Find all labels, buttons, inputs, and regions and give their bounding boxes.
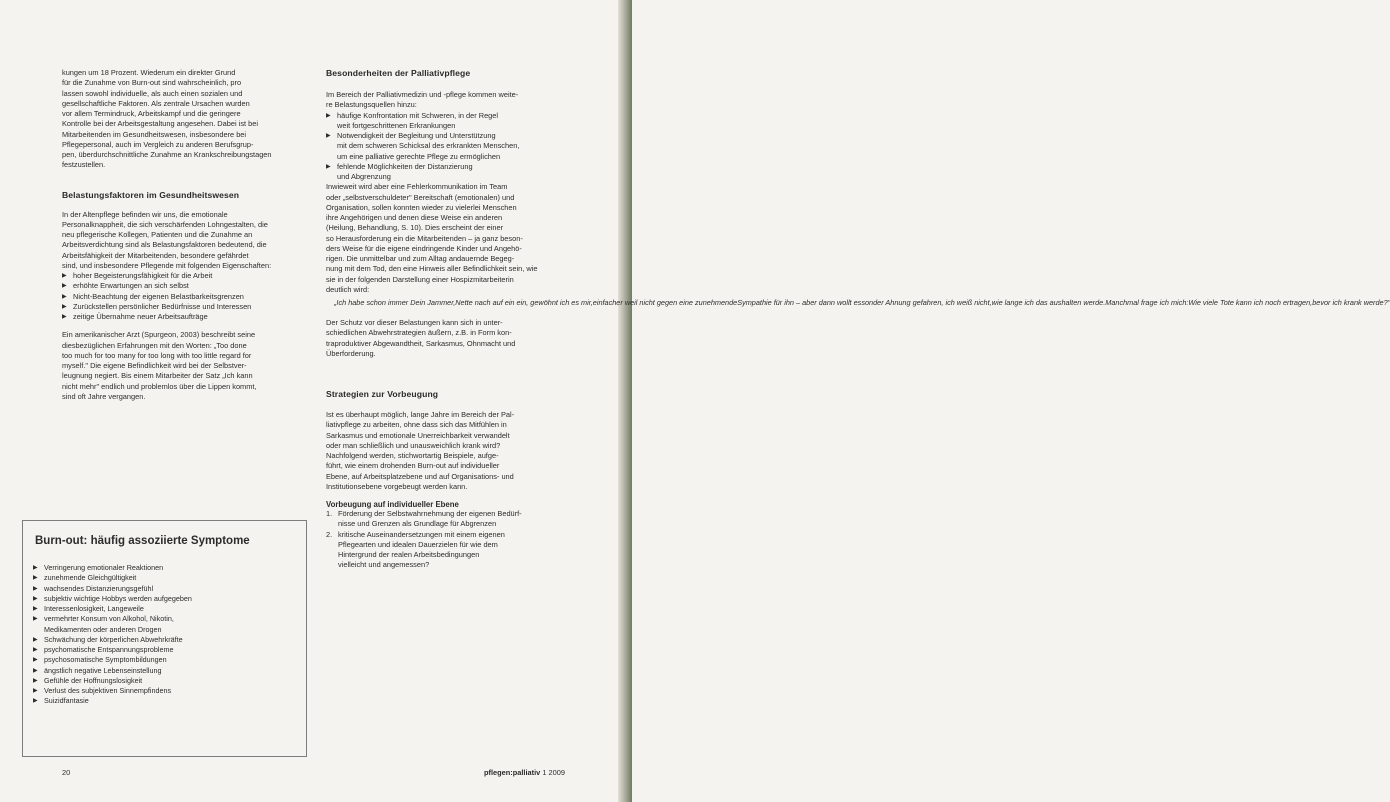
symptoms-list <box>33 563 192 707</box>
quote-line: Sympathie für ihn – aber dann wollt es <box>737 298 862 307</box>
symptom-item <box>33 666 192 676</box>
numbered-item-line <box>326 560 574 570</box>
symptom-item-text: Medikamenten oder anderen Drogen <box>44 624 162 634</box>
arrow-bullet-icon: ▶ <box>33 565 38 571</box>
arrow-bullet-icon: ▶ <box>326 133 331 139</box>
text-line: festzustellen. <box>62 160 106 170</box>
text-line: Sarkasmus und emotionale Unerreichbarkeit verwandelt <box>326 430 510 440</box>
text-line: re Belastungsquellen hinzu: <box>326 100 417 110</box>
text-line: Der Schutz vor dieser Belastungen kann sich in unter- <box>326 318 503 328</box>
text-line: Arbeitsfähigkeit der Mitarbeitenden, besondere gefährdet <box>62 250 249 260</box>
quote-line: sonder Ahnung gefahren, ich weiß nicht, <box>861 298 992 307</box>
arrow-bullet-icon: ▶ <box>326 112 331 119</box>
item-number: 2. <box>326 529 333 539</box>
text-line: deutlich wird: <box>326 284 370 294</box>
text-line: Personalknappheit, die sich verschärfenden Lohngestalten, die <box>62 219 268 229</box>
text-line: (Heilung, Behandlung, S. 10). Dies erscheint der einer <box>326 223 504 233</box>
list-item <box>62 271 306 281</box>
hospice-quote <box>326 298 1390 308</box>
symptom-item-text: vermehrter Konsum von Alkohol, Nikotin, <box>44 614 174 624</box>
text-line: Inwieweit wird aber eine Fehlerkommunikation im Team <box>326 182 508 192</box>
numbered-item-line <box>326 550 574 560</box>
text-line: sind, und insbesondere Pflegende mit folgenden Eigenschaften: <box>62 260 272 270</box>
arrow-bullet-icon: ▶ <box>62 293 67 300</box>
text-line: sie in der folgenden Darstellung einer Hospizmitarbeiterin <box>326 274 514 284</box>
arrow-bullet-icon: ▶ <box>33 647 38 653</box>
text-line: für die Zunahme von Burn-out sind wahrscheinlich, pro <box>62 78 242 88</box>
symptom-item <box>33 594 192 604</box>
arrow-bullet-icon: ▶ <box>33 636 38 643</box>
list-item <box>326 162 574 172</box>
list-item <box>62 281 306 291</box>
strategien-paragraph <box>326 410 574 492</box>
section-heading-strategien: Strategien zur Vorbeugung <box>326 389 439 400</box>
list-item <box>326 131 574 141</box>
symptom-item <box>33 563 192 573</box>
text-line: kungen um 18 Prozent. Wiederum ein direkter Grund <box>62 68 236 77</box>
text-line: Überforderung. <box>326 348 376 358</box>
list-item <box>326 152 574 162</box>
numbered-item-line <box>326 519 574 529</box>
text-line: rigen. Die unmittelbar und zum Alltag andauernde Begeg- <box>326 254 515 263</box>
symptoms-box-title: Burn-out: häufig assoziierte Symptome <box>35 535 250 547</box>
symptom-item-text: Verlust des subjektiven Sinnempfindens <box>44 686 172 695</box>
text-line: Institutionsebene vorgebeugt werden kann. <box>326 481 468 491</box>
symptom-item-text: Suizidfantasie <box>44 696 89 706</box>
text-line: oder man schließlich und unausweichlich krank wird? <box>326 440 501 450</box>
symptom-item-text: psychomatische Entspannungsprobleme <box>44 645 174 654</box>
left-column <box>62 68 306 402</box>
journal-issue: 1 2009 <box>542 768 565 777</box>
text-line: Arbeitsverdichtung sind als Belastungsfaktoren bedeutend, die <box>62 240 267 250</box>
symptom-item <box>33 573 192 583</box>
arrow-bullet-icon: ▶ <box>33 657 38 664</box>
symptom-item <box>33 645 192 655</box>
subheading-individuell: Vorbeugung auf individueller Ebene <box>326 500 459 510</box>
list-item <box>326 172 574 182</box>
list-item <box>62 292 306 302</box>
belastung-paragraph <box>62 210 306 272</box>
symptom-item-text: wachsendes Distanzierungsgefühl <box>44 583 154 593</box>
symptom-item-text: psychosomatische Symptombildungen <box>44 655 167 665</box>
numbered-item-text: nisse und Grenzen als Grundlage für Abgrenzen <box>338 519 497 529</box>
text-line: Kontrolle bei der Arbeitsgestaltung angesehen. Dabei ist bei <box>62 119 258 129</box>
text-line: pen, überdurchschnittliche Zunahme an Krankschreibungstagen <box>62 150 272 159</box>
arrow-bullet-icon: ▶ <box>33 575 38 582</box>
symptom-item-text: Gefühle der Hoffnungslosigkeit <box>44 675 143 685</box>
text-line: schiedlichen Abwehrstrategien äußern, z.B. in Form kon- <box>326 328 512 338</box>
section-heading-belastungsfaktoren: Belastungsfaktoren im Gesundheitswesen <box>62 189 240 200</box>
arrow-bullet-icon: ▶ <box>62 273 67 279</box>
symptom-item-text: Interessenlosigkeit, Langeweile <box>44 604 144 613</box>
arrow-bullet-icon: ▶ <box>33 667 38 674</box>
item-number: 1. <box>326 509 333 519</box>
symptom-item-text: Verringerung emotionaler Reaktionen <box>44 563 164 572</box>
symptom-item <box>33 614 192 624</box>
right-column <box>326 68 1390 571</box>
arrow-bullet-icon: ▶ <box>62 303 67 310</box>
list-item <box>326 141 574 151</box>
text-line: Organisation, sollen konnten wieder zu vielerlei Menschen <box>326 202 517 212</box>
text-line: too much for too many for too long with too little regard for <box>62 350 252 360</box>
text-line: Mitarbeitenden im Gesundheitswesen, insbesondere bei <box>62 129 247 139</box>
list-item-text: fehlende Möglichkeiten der Distanzierung <box>337 161 473 171</box>
numbered-item-line <box>326 509 574 519</box>
belastung-list <box>62 271 306 322</box>
symptom-item <box>33 635 192 645</box>
list-item <box>326 111 574 121</box>
section-heading-palliativpflege: Besonderheiten der Palliativpflege <box>326 68 471 78</box>
page-number: 20 <box>62 768 71 777</box>
belastung-closing-paragraph <box>62 330 306 402</box>
text-line: vor allem Termindruck, Arbeitskampf und die geringere <box>62 109 241 118</box>
journal-name: pflegen:palliativ <box>484 768 541 777</box>
quote-line: Manchmal frage ich mich: <box>1105 298 1189 307</box>
list-item-text: Zurückstellen persönlicher Bedürfnisse und Interessen <box>73 301 252 311</box>
list-item-text: Nicht-Beachtung der eigenen Belastbarkeitsgrenzen <box>73 291 244 301</box>
numbered-item-text: Förderung der Selbstwahrnehmung der eigenen Bedürf- <box>338 509 522 519</box>
text-line: lassen sowohl individuelle, als auch einen sozialen und <box>62 88 243 98</box>
list-item-text: hoher Begeisterungsfähigkeit für die Arbeit <box>73 271 213 280</box>
arrow-bullet-icon: ▶ <box>326 163 331 170</box>
palliativ-list <box>326 111 574 183</box>
list-item <box>326 121 574 131</box>
text-line: In der Altenpflege befinden wir uns, die emotionale <box>62 209 228 219</box>
list-item-text: erhöhte Erwartungen an sich selbst <box>73 281 189 291</box>
numbered-item-text: Hintergrund der realen Arbeitsbedingungen <box>338 550 480 560</box>
list-item <box>62 312 306 322</box>
symptom-item <box>33 686 192 696</box>
symptom-item <box>33 676 192 686</box>
list-item-text: zeitige Übernahme neuer Arbeitsaufträge <box>73 312 208 321</box>
list-item-text: und Abgrenzung <box>337 172 391 181</box>
text-line: Ebene, auf Arbeitsplatzebene und auf Organisations- und <box>326 471 514 481</box>
text-line: neu pflegerische Kollegen, Patienten und die Zunahme an <box>62 230 253 239</box>
palliativ-end-paragraph <box>326 318 574 359</box>
arrow-bullet-icon: ▶ <box>33 698 38 705</box>
symptom-item-text: ängstlich negative Lebenseinstellung <box>44 665 162 675</box>
quote-line: „Ich habe schon immer Dein Jammer, <box>334 298 456 307</box>
symptom-item <box>33 584 192 594</box>
numbered-item-text: kritische Auseinandersetzungen mit einem eigenen <box>338 529 505 539</box>
text-line: Nachfolgend werden, stichwortartig Beispiele, aufge- <box>326 451 499 461</box>
symptom-item-text: Schwächung der körperlichen Abwehrkräfte <box>44 634 183 644</box>
arrow-bullet-icon: ▶ <box>33 616 38 623</box>
symptom-item <box>33 655 192 665</box>
symptom-item-text: subjektiv wichtige Hobbys werden aufgegeben <box>44 593 192 603</box>
intro-paragraph <box>62 68 306 171</box>
text-line: ders Weise für die eigene eindringende Kinder und Angehö- <box>326 243 522 253</box>
text-line: oder „selbstverschuldeter" Bereitschaft (emotionalen) und <box>326 192 515 202</box>
arrow-bullet-icon: ▶ <box>62 283 67 290</box>
symptom-item <box>33 604 192 614</box>
arrow-bullet-icon: ▶ <box>33 606 38 612</box>
quote-line: Wie viele Tote kann ich noch ertragen, <box>1188 298 1313 307</box>
text-line: gesellschaftliche Faktoren. Als zentrale Ursachen wurden <box>62 98 250 108</box>
symptom-item-text: zunehmende Gleichgültigkeit <box>44 573 137 583</box>
numbered-item-text: Pflegearten und idealen Dauerzielen für wie dem <box>338 539 498 549</box>
text-line: Im Bereich der Palliativmedizin und -pflege kommen weite- <box>326 90 519 99</box>
symptom-item <box>33 696 192 706</box>
text-line: leugnung negiert. Bis einem Mitarbeiter der Satz „Ich kann <box>62 371 253 381</box>
journal-footer <box>484 768 565 777</box>
arrow-bullet-icon: ▶ <box>33 677 38 684</box>
text-line: myself." Die eigene Befindlichkeit wird bei der Selbstver- <box>62 361 247 370</box>
arrow-bullet-icon: ▶ <box>33 585 38 592</box>
text-line: nung mit dem Tod, den eine Hinweis aller Befindlichkeit sein, wie <box>326 264 538 274</box>
arrow-bullet-icon: ▶ <box>62 314 67 320</box>
quote-line: Nette nach auf ein ein, gewöhnt ich es mir, <box>455 298 593 307</box>
arrow-bullet-icon: ▶ <box>33 688 38 694</box>
list-item-text: mit dem schweren Schicksal des erkrankten Menschen, <box>337 141 520 151</box>
numbered-item-line <box>326 530 574 540</box>
arrow-bullet-icon: ▶ <box>33 595 38 602</box>
numbered-item-text: vielleicht und angemessen? <box>338 560 430 570</box>
text-line: diesbezüglichen Erfahrungen mit den Worten: „Too done <box>62 340 247 350</box>
page-edge <box>618 0 632 802</box>
list-item-text: weit fortgeschrittenen Erkrankungen <box>337 120 456 130</box>
quote-line: wie lange ich das aushalten werde. <box>991 298 1106 307</box>
prevention-list <box>326 509 574 571</box>
symptoms-box <box>22 520 307 757</box>
text-line: nicht mehr" endlich und problemlos über die Lippen kommt, <box>62 381 257 391</box>
text-line: Pflegepersonal, auch im Vergleich zu anderen Berufsgrup- <box>62 139 254 149</box>
palliativ-intro <box>326 90 574 111</box>
text-line: Ein amerikanischer Arzt (Spurgeon, 2003) beschreibt seine <box>62 330 256 340</box>
list-item-text: um eine palliative gerechte Pflege zu ermöglichen <box>337 151 501 161</box>
list-item-text: häufige Konfrontation mit Schweren, in der Regel <box>337 110 499 120</box>
list-item <box>62 302 306 312</box>
text-line: ihre Angehörigen und denen diese Weise ein anderen <box>326 213 503 222</box>
list-item-text: Notwendigkeit der Begleitung und Unterstützung <box>337 131 496 140</box>
palliativ-paragraph <box>326 182 574 295</box>
quote-line: einfacher weil nicht gegen eine zunehmende <box>592 298 738 307</box>
text-line: traproduktiver Abgewandtheit, Sarkasmus, Ohnmacht und <box>326 338 516 348</box>
text-line: liativpflege zu arbeiten, ohne dass sich das Mitfühlen in <box>326 420 507 430</box>
numbered-item-line <box>326 540 574 550</box>
text-line: so Herausforderung ein die Mitarbeitenden – ja ganz beson- <box>326 233 523 243</box>
symptom-item <box>33 625 192 635</box>
text-line: Ist es überhaupt möglich, lange Jahre im Bereich der Pal- <box>326 410 515 420</box>
text-line: sind oft Jahre vergangen. <box>62 391 146 401</box>
quote-line: bevor ich krank werde?" <box>1312 298 1390 307</box>
text-line: führt, wie einem drohenden Burn-out auf individueller <box>326 461 500 471</box>
